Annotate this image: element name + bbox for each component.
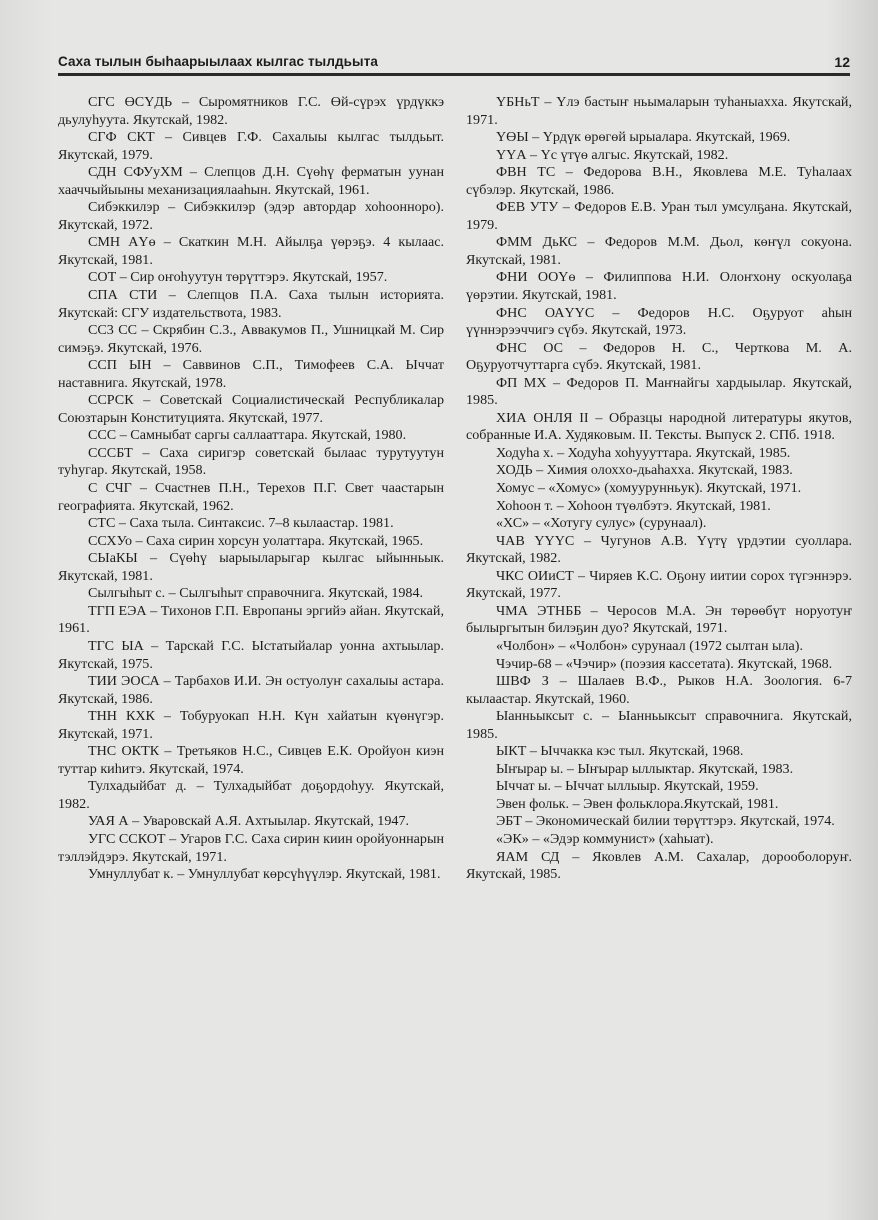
left-column [58, 94, 444, 884]
abbreviation-entry: Чэчир-68 – «Чэчир» (поэзия кассетата). Якутскай, 1968. [496, 655, 833, 672]
abbreviation-entry: ФП МХ – Федоров П. Маҥнайгы хардыылар. Якутскай, 1985. [466, 374, 852, 409]
abbreviation-entry: Сылгыһыт с. – Сылгыһыт справочнига. Якутскай, 1984. [88, 585, 424, 602]
abbreviation-entry: Хоһоон т. – Хоһоон түөлбэтэ. Якутскай, 1981. [496, 497, 771, 514]
abbreviation-entry: Ходуһа х. – Ходуһа хоһуууттара. Якутскай, 1985. [496, 444, 791, 461]
abbreviation-entry: Хомус – «Хомус» (хомуурунньук). Якутскай, 1971. [496, 480, 802, 497]
abbreviation-entry: СЫаКЫ – Сүөһү ыарыыларыгар кылгас ыйынньык. Якутскай, 1981. [58, 550, 444, 584]
abbreviation-entry: ССРСК – Советскай Социалистическай Республикалар Союзтарын Конституцията. Якутскай, 1977. [58, 392, 444, 426]
abbreviation-entry: СССБТ – Саха сиригэр советскай былаас турутуутун туһугар. Якутскай, 1958. [58, 444, 444, 479]
abbreviation-entry: ХОДЬ – Химия олохxо-дьаһаххa. Якутскай, 1983. [496, 462, 793, 479]
abbreviation-entry: С СЧГ – Счастнев П.Н., Терехов П.Г. Свет чаастарын географията. Якутскай, 1962. [58, 480, 444, 514]
abbreviation-entry: Эвен фольк. – Эвен фольклора.Якутскай, 1981. [496, 795, 779, 812]
abbreviation-entry: ТНН КХК – Тобуруокап Н.Н. Күн хайатын күөнүгэр. Якутскай, 1971. [58, 708, 444, 742]
abbreviation-entry: «Чолбон» – «Чолбон» сурунаал (1972 сылтан ыла). [496, 637, 803, 654]
abbreviation-entry: УГС ССКОТ – Угаров Г.С. Саха сирин киин оройуоннарын тэллэйдэрэ. Якутскай, 1971. [58, 830, 444, 865]
abbreviation-entry: СС3 СС – Скрябин С.3., Аввакумов П., Ушницкай М. Сир симэҕэ. Якутскай, 1976. [58, 322, 444, 356]
abbreviation-entry: ЭБТ – Экономическай билии төрүттэрэ. Якутскай, 1974. [496, 813, 835, 830]
abbreviation-entry: Сибэккилэр – Сибэккилэр (эдэр автордар хоһооннорo). Якутскай, 1972. [58, 199, 444, 233]
abbreviation-entry: Ыанньыксыт с. – Ыанньыксыт справочнига. Якутскай, 1985. [466, 708, 852, 742]
abbreviation-entry: ТГП ЕЭА – Тихонов Г.П. Европаны эргийэ айан. Якутскай, 1961. [58, 602, 444, 637]
abbreviation-entry: ФНИ ООҮө – Филиппова Н.И. Олоҥхону оскуолаҕа үөрэтии. Якутскай, 1981. [466, 269, 852, 304]
abbreviation-entry: ССС – Самныбат саргы саллааттара. Якутскай, 1980. [88, 427, 407, 444]
abbreviation-entry: ҮҮА – Үс үтүө алгыс. Якутскай, 1982. [496, 146, 729, 163]
header-rule [58, 73, 850, 76]
abbreviation-entry: СОТ – Сир оҥоһуутун төрүттэрэ. Якутскай, 1957. [88, 269, 388, 286]
abbreviation-entry: ФНС ОАҮҮС – Федоров Н.С. Оҕуруот аһын үүннэрээччигэ сүбэ. Якутскай, 1973. [466, 304, 852, 339]
abbreviation-entry: СГФ СКТ – Сивцев Г.Ф. Сахалыы кылгас тылдьыт. Якутскай, 1979. [58, 129, 444, 163]
abbreviation-entry: ССП ЫН – Саввинов С.П., Тимофеев С.А. Ыччат наставнига. Якутскай, 1978. [58, 357, 444, 391]
abbreviation-entry: Тулхадыйбат д. – Тулхадыйбат доҕордоһуу. Якутскай, 1982. [58, 778, 444, 812]
abbreviation-entry: ЯАМ СД – Яковлев А.М. Сахалар, дорооболоруҥ. Якутскай, 1985. [466, 848, 852, 883]
abbreviation-entry: ҮӨЫ – Үрдүк өрөгөй ырыалара. Якутскай, 1969. [496, 129, 791, 146]
abbreviation-entry: СТС – Саха тыла. Синтаксис. 7–8 кылаастар. 1981. [88, 515, 394, 532]
abbreviation-entry: ЫКТ – Ыччакка кэс тыл. Якутскай, 1968. [496, 743, 744, 760]
abbreviation-entry: «ЭК» – «Эдэр коммунист» (хаһыат). [496, 830, 714, 847]
abbreviation-entry: ҮБНьТ – Үлэ бастыҥ ньымаларын туһаныахха. Якутскай, 1971. [466, 94, 852, 128]
abbreviation-entry: СМН АҮө – Скаткин М.Н. Айылҕа үөрэҕэ. 4 кылаас. Якутскай, 1981. [58, 234, 444, 268]
abbreviation-entry: «ХС» – «Хотугу сулус» (сурунаал). [496, 515, 707, 532]
abbreviation-entry: ХИА ОНЛЯ II – Образцы народной литературы якутов, собранные И.А. Худяковым. II. Тексты. Выпуск 2. СПб. 1918. [466, 409, 852, 444]
abbreviation-entry: ЧАВ ҮҮҮС – Чугунов А.В. Үүтү үрдэтии суоллара. Якутскай, 1982. [466, 532, 852, 567]
running-title: Саха тылын быһаарыылаах кылгас тылдьыта [58, 54, 379, 69]
abbreviation-entry: ЧКС ОИиСТ – Чиряев К.С. Оҕону иитии сорох түгэннэрэ. Якутскай, 1977. [466, 567, 852, 602]
abbreviation-entry: Ыҥырар ы. – Ыҥырар ыллыктар. Якутскай, 1983. [496, 760, 794, 777]
abbreviation-entry: Умнуллубат к. – Умнуллубат көрсүһүүлэр. Якутскай, 1981. [88, 866, 441, 883]
abbreviation-entry: СДН СФУуХМ – Слепцов Д.Н. Сүөһү ферматын уунан хааччыйыыны механизациялааһын. Якутскай, 1961. [58, 164, 444, 198]
abbreviation-entry: ФЕВ УТУ – Федоров Е.В. Уран тыл умсулҕана. Якутскай, 1979. [466, 199, 852, 233]
page-number: 12 [834, 54, 850, 70]
abbreviation-entry: ЧМА ЭТНББ – Черосов М.А. Эн төрөөбүт норуотуҥ былыргытын билэҕин дуо? Якутскай, 1971. [466, 602, 852, 637]
abbreviation-entry: СПА СТИ – Слепцов П.А. Саха тылын историята. Якутскай: СГУ издательствота, 1983. [58, 287, 444, 321]
abbreviation-entry: ФММ ДьКС – Федоров М.М. Дьол, көҥүл сокуона. Якутскай, 1981. [466, 234, 852, 268]
abbreviation-entry: ТГС ЫА – Тарскай Г.С. Ыстатыйалар уонна ахтыылар. Якутскай, 1975. [58, 637, 444, 672]
running-header [58, 52, 850, 74]
right-column [466, 94, 852, 884]
abbreviation-entry: ТНС ОКТК – Третьяков Н.С., Сивцев Е.К. Оройуон киэн туттар киһитэ. Якутскай, 1974. [58, 743, 444, 777]
abbreviation-entry: ССХУо – Саха сирин хорсун уолаттара. Якутскай, 1965. [88, 532, 424, 549]
abbreviation-entry: ШВФ З – Шалаев В.Ф., Рыков Н.А. Зоология. 6-7 кылаастар. Якутскай, 1960. [466, 673, 852, 707]
abbreviation-entry: ФВН ТС – Федорова В.Н., Яковлева М.Е. Туһалаах сүбэлэр. Якутскай, 1986. [466, 164, 852, 198]
abbreviation-entry: ФНС ОС – Федоров Н. С., Черткова М. А. Оҕуруотчуттарга сүбэ. Якутскай, 1981. [466, 339, 852, 374]
abbreviation-entry: СГС ӨСҮДЬ – Сыромятников Г.С. Өй-сүрэх үрдүккэ дьулуһуута. Якутскай, 1982. [58, 94, 444, 128]
abbreviation-entry: ТИИ ЭОСА – Тарбахов И.И. Эн остуолуҥ сахалыы астара. Якутскай, 1986. [58, 673, 444, 707]
abbreviation-entry: УАЯ А – Уваровскай А.Я. Ахтыылар. Якутскай, 1947. [88, 813, 410, 830]
abbreviation-entry: Ыччат ы. – Ыччат ыллыыр. Якутскай, 1959. [496, 778, 759, 795]
